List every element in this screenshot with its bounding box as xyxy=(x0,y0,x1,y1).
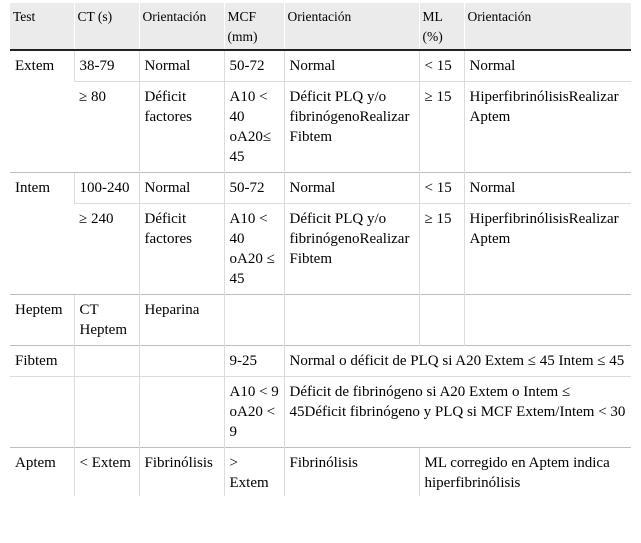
table-row xyxy=(10,448,631,497)
test-name-cell: Aptem xyxy=(10,448,74,497)
test-name-cell: Extem xyxy=(15,58,55,74)
orientation-cell: Normal xyxy=(284,173,419,204)
test-name-cell: Fibtem xyxy=(10,346,74,377)
ct-cell xyxy=(74,346,139,377)
mcf-cell xyxy=(224,295,284,346)
header-orientacion-ml: Orientación xyxy=(464,3,631,50)
ml-cell: < 15 xyxy=(419,173,464,204)
ml-cell: ≥ 15 xyxy=(419,82,464,173)
mcf-cell: > Extem xyxy=(224,448,284,497)
header-mcf: MCF (mm) xyxy=(224,3,284,50)
test-name-cell xyxy=(10,377,74,448)
ct-cell: 100-240 xyxy=(74,173,139,204)
table-row xyxy=(10,295,631,346)
ct-cell: ≥ 240 xyxy=(74,204,139,295)
table-row xyxy=(10,346,631,377)
mcf-cell: 50-72 xyxy=(224,50,284,82)
mcf-cell: 50-72 xyxy=(224,173,284,204)
mcf-cell: 9-25 xyxy=(224,346,284,377)
test-name-cell: Intem xyxy=(10,173,74,295)
orientation-cell: Normal o déficit de PLQ si A20 Extem ≤ 45 Intem ≤ 45 xyxy=(284,346,631,377)
orientation-cell: Fibrinólisis xyxy=(139,448,224,497)
orientation-cell: HiperfibrinólisisRealizar Aptem xyxy=(464,204,631,295)
orientation-cell xyxy=(464,295,631,346)
mcf-cell: A10 < 40 oA20≤ 45 xyxy=(224,82,284,173)
header-ct: CT (s) xyxy=(74,3,139,50)
ml-cell: ≥ 15 xyxy=(419,204,464,295)
orientation-cell: Déficit PLQ y/o fibrinógenoRealizar Fibtem xyxy=(284,82,419,173)
test-name-cell: Heptem xyxy=(10,295,74,346)
ct-cell: CT Heptem xyxy=(74,295,139,346)
orientation-cell: Normal xyxy=(139,50,224,82)
mcf-cell: A10 < 9 oA20 < 9 xyxy=(224,377,284,448)
orientation-cell: Normal xyxy=(284,50,419,82)
ml-cell xyxy=(419,295,464,346)
table-row xyxy=(10,173,631,204)
orientation-cell: Fibrinólisis xyxy=(284,448,419,497)
table-row xyxy=(10,82,631,173)
orientation-cell: Heparina xyxy=(139,295,224,346)
orientation-cell: Déficit factores xyxy=(139,204,224,295)
orientation-cell xyxy=(284,295,419,346)
orientation-cell: ML corregido en Aptem indica hiperfibrinólisis xyxy=(419,448,631,497)
header-orientacion-mcf: Orientación xyxy=(284,3,419,50)
header-orientacion-ct: Orientación xyxy=(139,3,224,50)
orientation-cell: Déficit PLQ y/o fibrinógenoRealizar Fibtem xyxy=(284,204,419,295)
orientation-cell: Déficit factores xyxy=(139,82,224,173)
tem-reference-table xyxy=(10,3,631,496)
table-row xyxy=(10,204,631,295)
orientation-cell: Déficit de fibrinógeno si A20 Extem o Intem ≤ 45Déficit fibrinógeno y PLQ si MCF Extem/Intem < 30 xyxy=(284,377,631,448)
orientation-cell: Normal xyxy=(139,173,224,204)
orientation-cell: HiperfibrinólisisRealizar Aptem xyxy=(464,82,631,173)
orientation-cell xyxy=(139,377,224,448)
table-row xyxy=(10,50,631,82)
ct-cell xyxy=(74,377,139,448)
ml-cell: < 15 xyxy=(419,50,464,82)
orientation-cell: Normal xyxy=(464,50,631,82)
orientation-cell xyxy=(139,346,224,377)
header-row xyxy=(10,3,631,50)
orientation-cell: Normal xyxy=(464,173,631,204)
mcf-cell: A10 < 40 oA20 ≤ 45 xyxy=(224,204,284,295)
ct-cell: ≥ 80 xyxy=(74,82,139,173)
header-test: Test xyxy=(10,3,74,50)
header-ml: ML (%) xyxy=(419,3,464,50)
ct-cell: < Extem xyxy=(74,448,139,497)
table-row xyxy=(10,377,631,448)
ct-cell: 38-79 xyxy=(74,50,139,82)
